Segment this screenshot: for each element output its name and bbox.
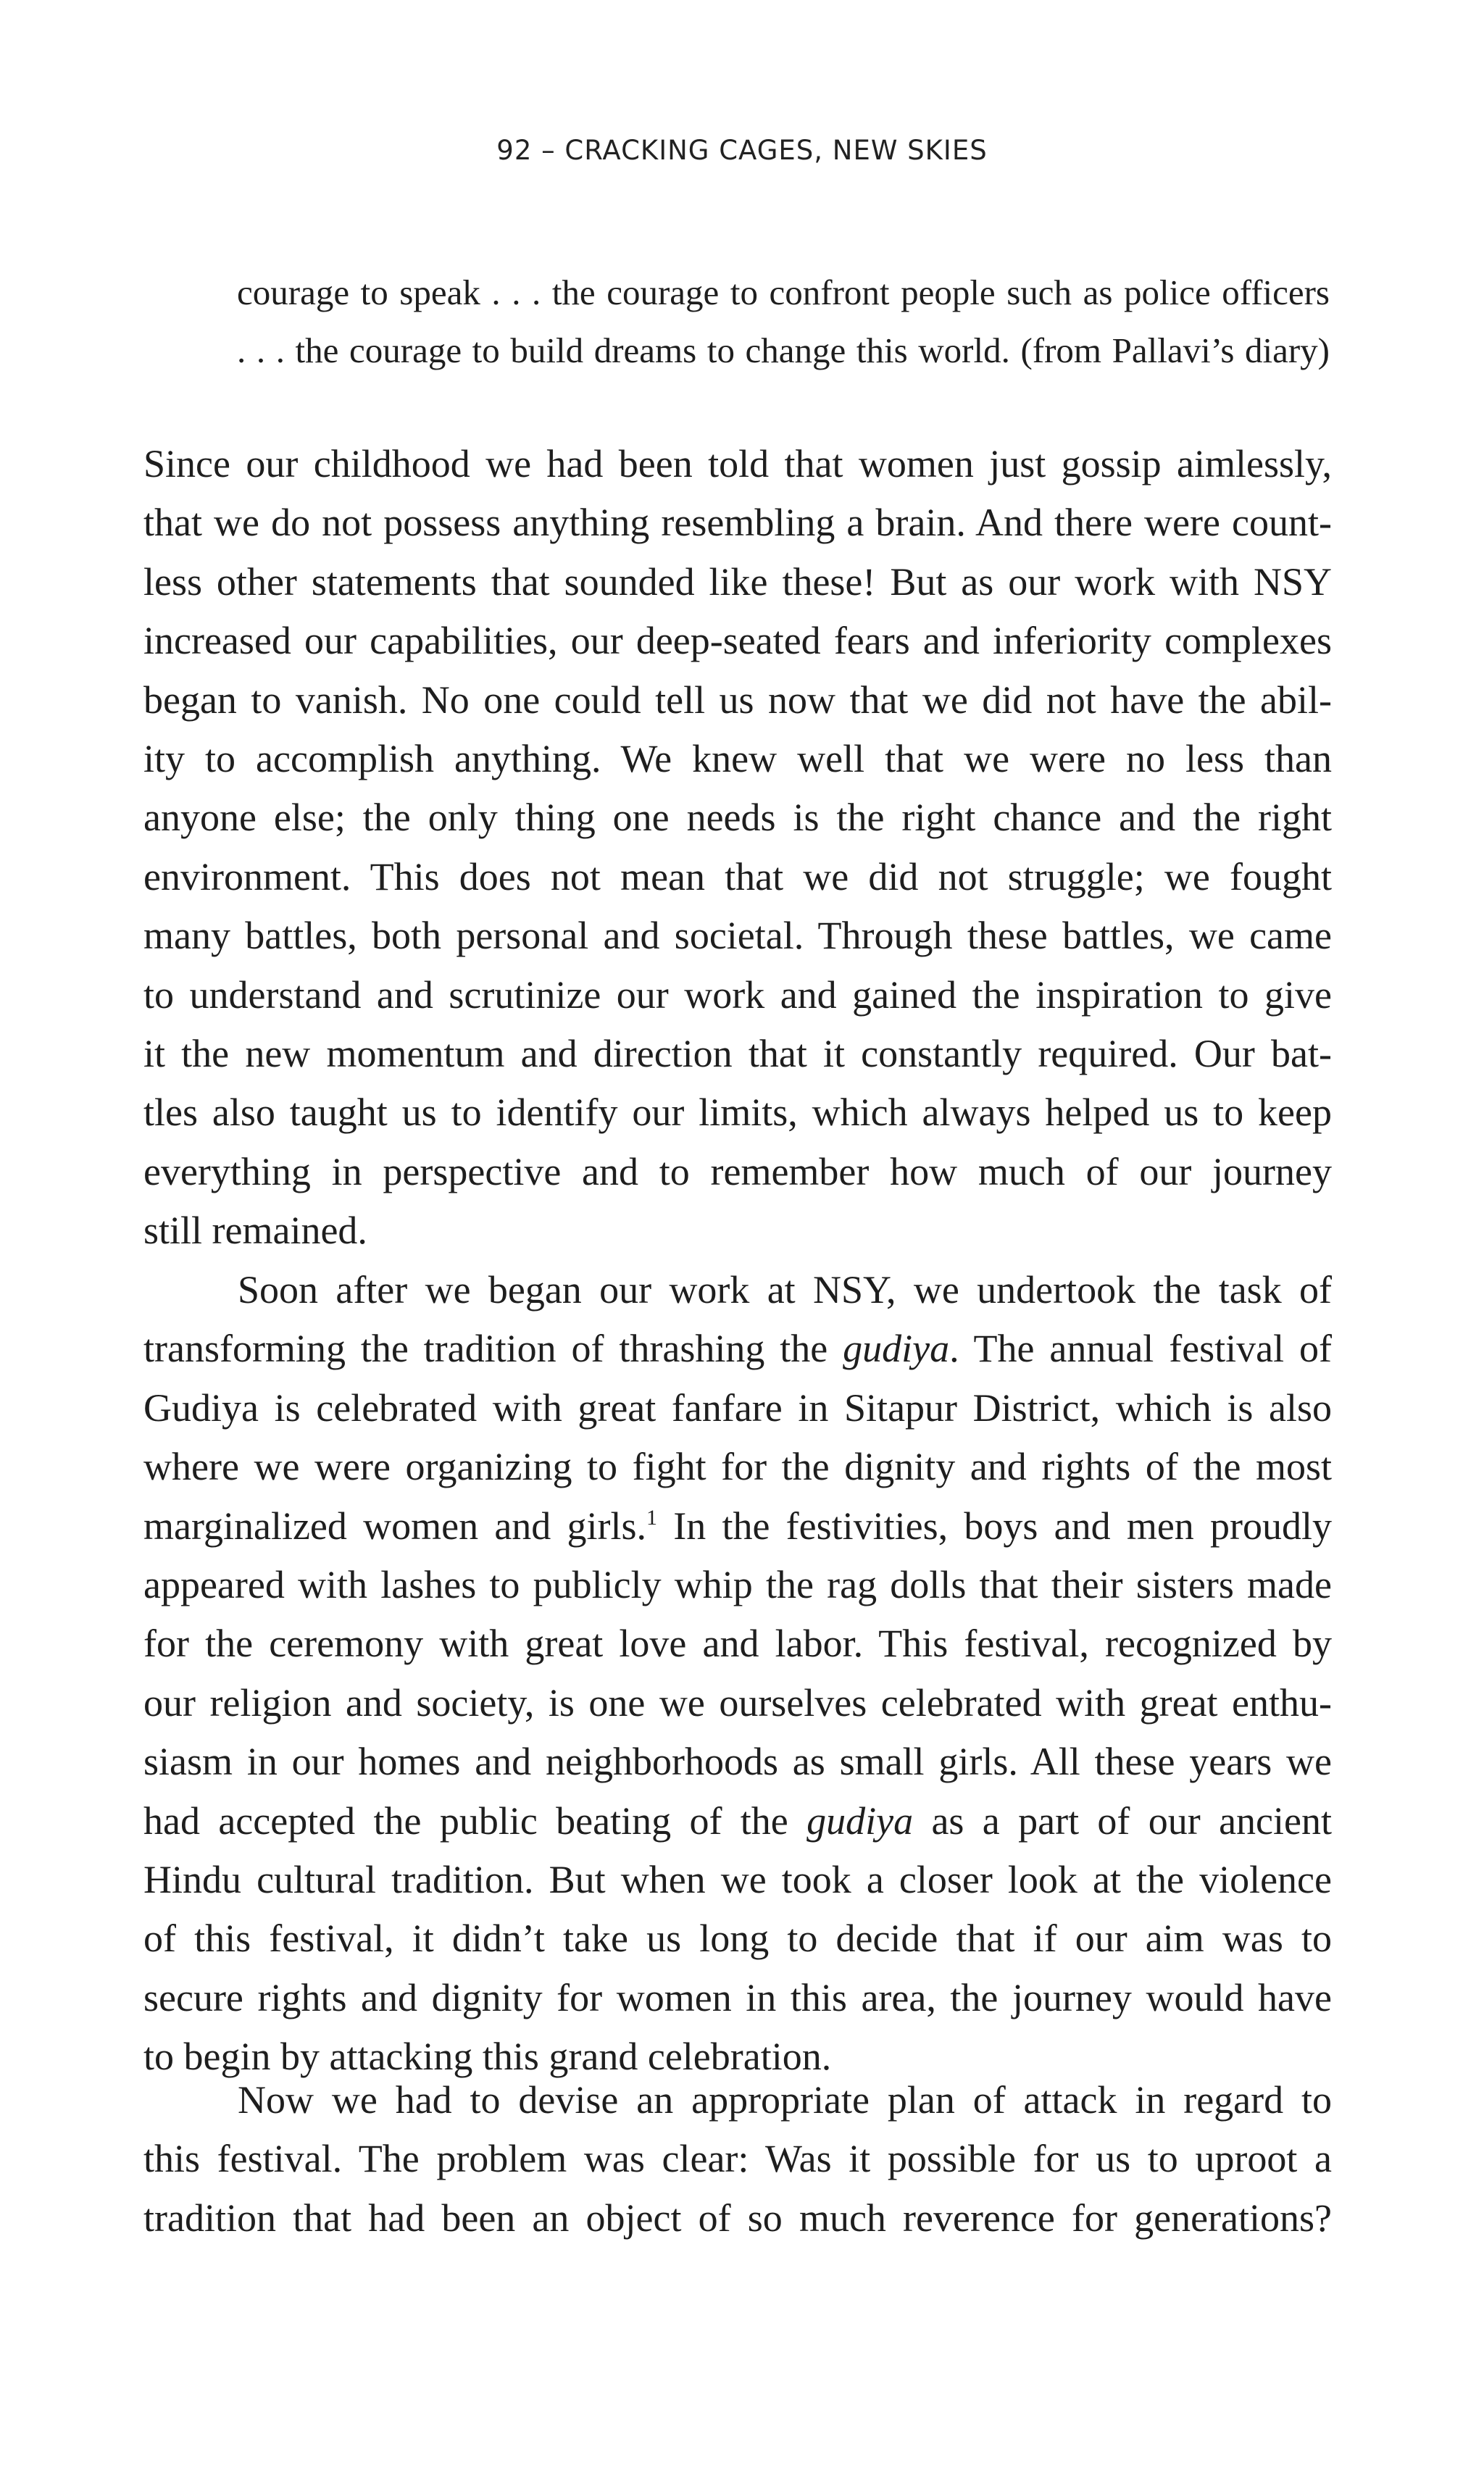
footnote-reference[interactable]: 1 [646,1505,658,1530]
text-run: had accepted the public beating of the [143,1798,807,1843]
block-quote-line: courage to speak . . . the courage to confront people such as police officers [237,272,1330,312]
text-line: environment. This does not mean that we did not struggle; we fought [143,854,1332,899]
text-line: our religion and society, is one we ourselves celebrated with great enthu- [143,1680,1332,1725]
text-run: . The annual festival of [949,1327,1332,1371]
text-line: tradition that had been an object of so much reverence for generations? [143,2196,1332,2240]
text-line: began to vanish. No one could tell us now that we did not have the abil- [143,678,1332,722]
text-line: Soon after we began our work at NSY, we undertook the task of [238,1268,1332,1312]
text-line [143,1792,1332,1851]
text-run: marginalized women and girls. [143,1504,647,1548]
text-run: transforming the tradition of thrashing the [143,1327,843,1371]
block-quote [237,264,1330,380]
text-line: ity to accomplish anything. We knew well that we were no less than [143,737,1332,781]
block-quote-line: . . . the courage to build dreams to change this world. (from Pallavi’s diary) [237,330,1330,370]
text-line: Hindu cultural tradition. But when we took a closer look at the violence [143,1858,1332,1902]
text-line: where we were organizing to fight for the dignity and rights of the most [143,1445,1332,1489]
text-line: this festival. The problem was clear: Was it possible for us to uproot a [143,2137,1332,2181]
italic-term: gudiya [843,1327,950,1371]
text-line: that we do not possess anything resembling a brain. And there were count- [143,501,1332,545]
text-line: many battles, both personal and societal. Through these battles, we came [143,914,1332,958]
paragraph-2 [143,1261,1332,2087]
text-line: secure rights and dignity for women in this area, the journey would have [143,1975,1332,2019]
text-run: In the festivities, boys and men proudly [657,1504,1333,1548]
text-line: anyone else; the only thing one needs is the right chance and the right [143,796,1332,840]
text-line: for the ceremony with great love and labor. This festival, recognized by [143,1622,1332,1666]
text-line: siasm in our homes and neighborhoods as small girls. All these years we [143,1740,1332,1784]
text-line: tles also taught us to identify our limits, which always helped us to keep [143,1091,1332,1135]
text-run: as a part of our ancient [913,1798,1332,1843]
text-line: to understand and scrutinize our work and gained the inspiration to give [143,972,1332,1017]
italic-term: gudiya [806,1798,914,1843]
running-head: 92 – CRACKING CAGES, NEW SKIES [496,135,988,166]
paragraph-1 [143,435,1332,1261]
text-line: still remained. [143,1209,367,1253]
text-line: less other statements that sounded like these! But as our work with NSY [143,559,1332,604]
text-line: to begin by attacking this grand celebration. [143,2035,832,2079]
text-line: Now we had to devise an appropriate plan of attack in regard to [238,2078,1332,2122]
text-line [143,1319,1332,1378]
text-line: Gudiya is celebrated with great fanfare in Sitapur District, which is also [143,1385,1332,1430]
text-line: of this festival, it didn’t take us long to decide that if our aim was to [143,1917,1332,1961]
text-line: increased our capabilities, our deep-seated fears and inferiority complexes [143,619,1332,663]
text-line: Since our childhood we had been told that women just gossip aimlessly, [143,442,1332,485]
paragraph-3 [143,2071,1332,2248]
text-line: appeared with lashes to publicly whip the rag dolls that their sisters made [143,1563,1332,1607]
text-line [143,1497,1332,1556]
text-line: it the new momentum and direction that it constantly required. Our bat- [143,1032,1332,1076]
text-line: everything in perspective and to remember how much of our journey [143,1149,1332,1193]
